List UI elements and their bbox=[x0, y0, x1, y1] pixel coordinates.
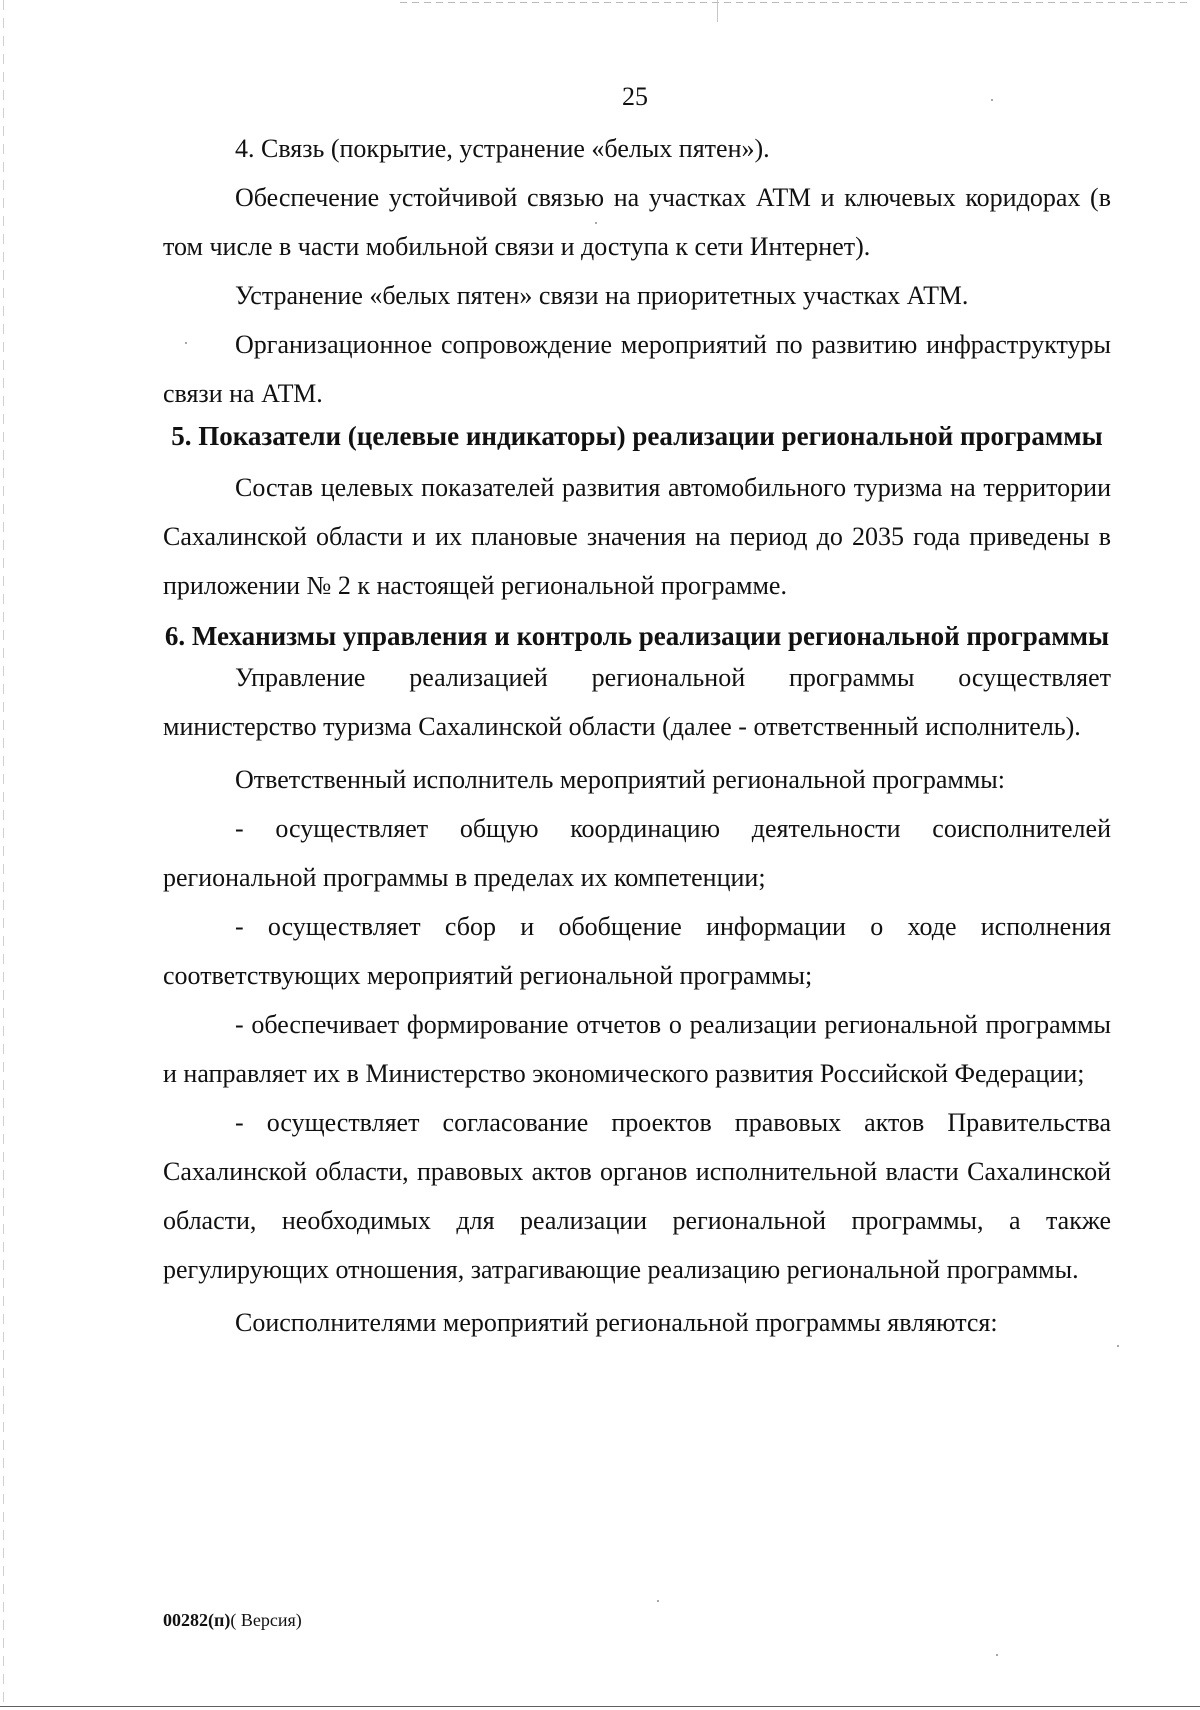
document-version-label: ( Версия) bbox=[230, 1610, 302, 1630]
section-heading-indicators: 5. Показатели (целевые индикаторы) реализации региональной программы bbox=[171, 421, 1103, 451]
list-item-coordination: - осуществляет общую координацию деятельности соисполнителей региональной программы в пределах их компетенции; bbox=[163, 814, 1111, 892]
scan-speck bbox=[996, 1654, 998, 1656]
document-footer-code bbox=[163, 1608, 302, 1632]
scan-speck bbox=[1117, 1345, 1119, 1347]
scan-top-border bbox=[400, 2, 1190, 3]
paragraph-responsible-executor: Ответственный исполнитель мероприятий региональной программы: bbox=[235, 765, 1005, 794]
scan-left-border bbox=[3, 0, 4, 1710]
paragraph-target-indicators: Состав целевых показателей развития автомобильного туризма на территории Сахалинской области и их плановые значения на период до 2035 года приведены в приложении № 2 к настоящей региональной программе. bbox=[163, 473, 1111, 600]
scan-bottom-border bbox=[0, 1706, 1200, 1707]
paragraph-co-executors: Соисполнителями мероприятий региональной программы являются: bbox=[235, 1308, 998, 1337]
paragraph-program-management: Управление реализацией региональной программы осуществляет министерство туризма Сахалинской области (далее - ответственный исполнитель). bbox=[163, 663, 1111, 741]
paragraph-communication-title: 4. Связь (покрытие, устранение «белых пятен»). bbox=[235, 134, 770, 163]
paragraph-organizational-support: Организационное сопровождение мероприятий по развитию инфраструктуры связи на АТМ. bbox=[163, 330, 1111, 408]
paragraph-white-spots: Устранение «белых пятен» связи на приоритетных участках АТМ. bbox=[235, 281, 969, 310]
page-number: 25 bbox=[622, 82, 648, 111]
section-heading-management: 6. Механизмы управления и контроль реализации региональной программы bbox=[164, 621, 1110, 651]
document-body bbox=[163, 124, 1111, 1347]
scan-top-tick-mark bbox=[717, 0, 718, 22]
list-item-information-collection: - осуществляет сбор и обобщение информации о ходе исполнения соответствующих мероприятий региональной программы; bbox=[163, 912, 1111, 990]
scan-speck bbox=[657, 1600, 659, 1602]
paragraph-stable-connection: Обеспечение устойчивой связью на участках АТМ и ключевых коридорах (в том числе в части мобильной связи и доступа к сети Интернет). bbox=[163, 183, 1111, 261]
document-code: 00282(п) bbox=[163, 1610, 231, 1630]
list-item-legal-acts-approval: - осуществляет согласование проектов правовых актов Правительства Сахалинской области, правовых актов органов исполнительной власти Сахалинской области, необходимых для реализации региональной программы, а также регулирующих отношения, затрагивающие реализацию региональной программы. bbox=[163, 1108, 1111, 1284]
list-item-reporting: - обеспечивает формирование отчетов о реализации региональной программы и направляет их в Министерство экономического развития Российской Федерации; bbox=[163, 1010, 1111, 1088]
